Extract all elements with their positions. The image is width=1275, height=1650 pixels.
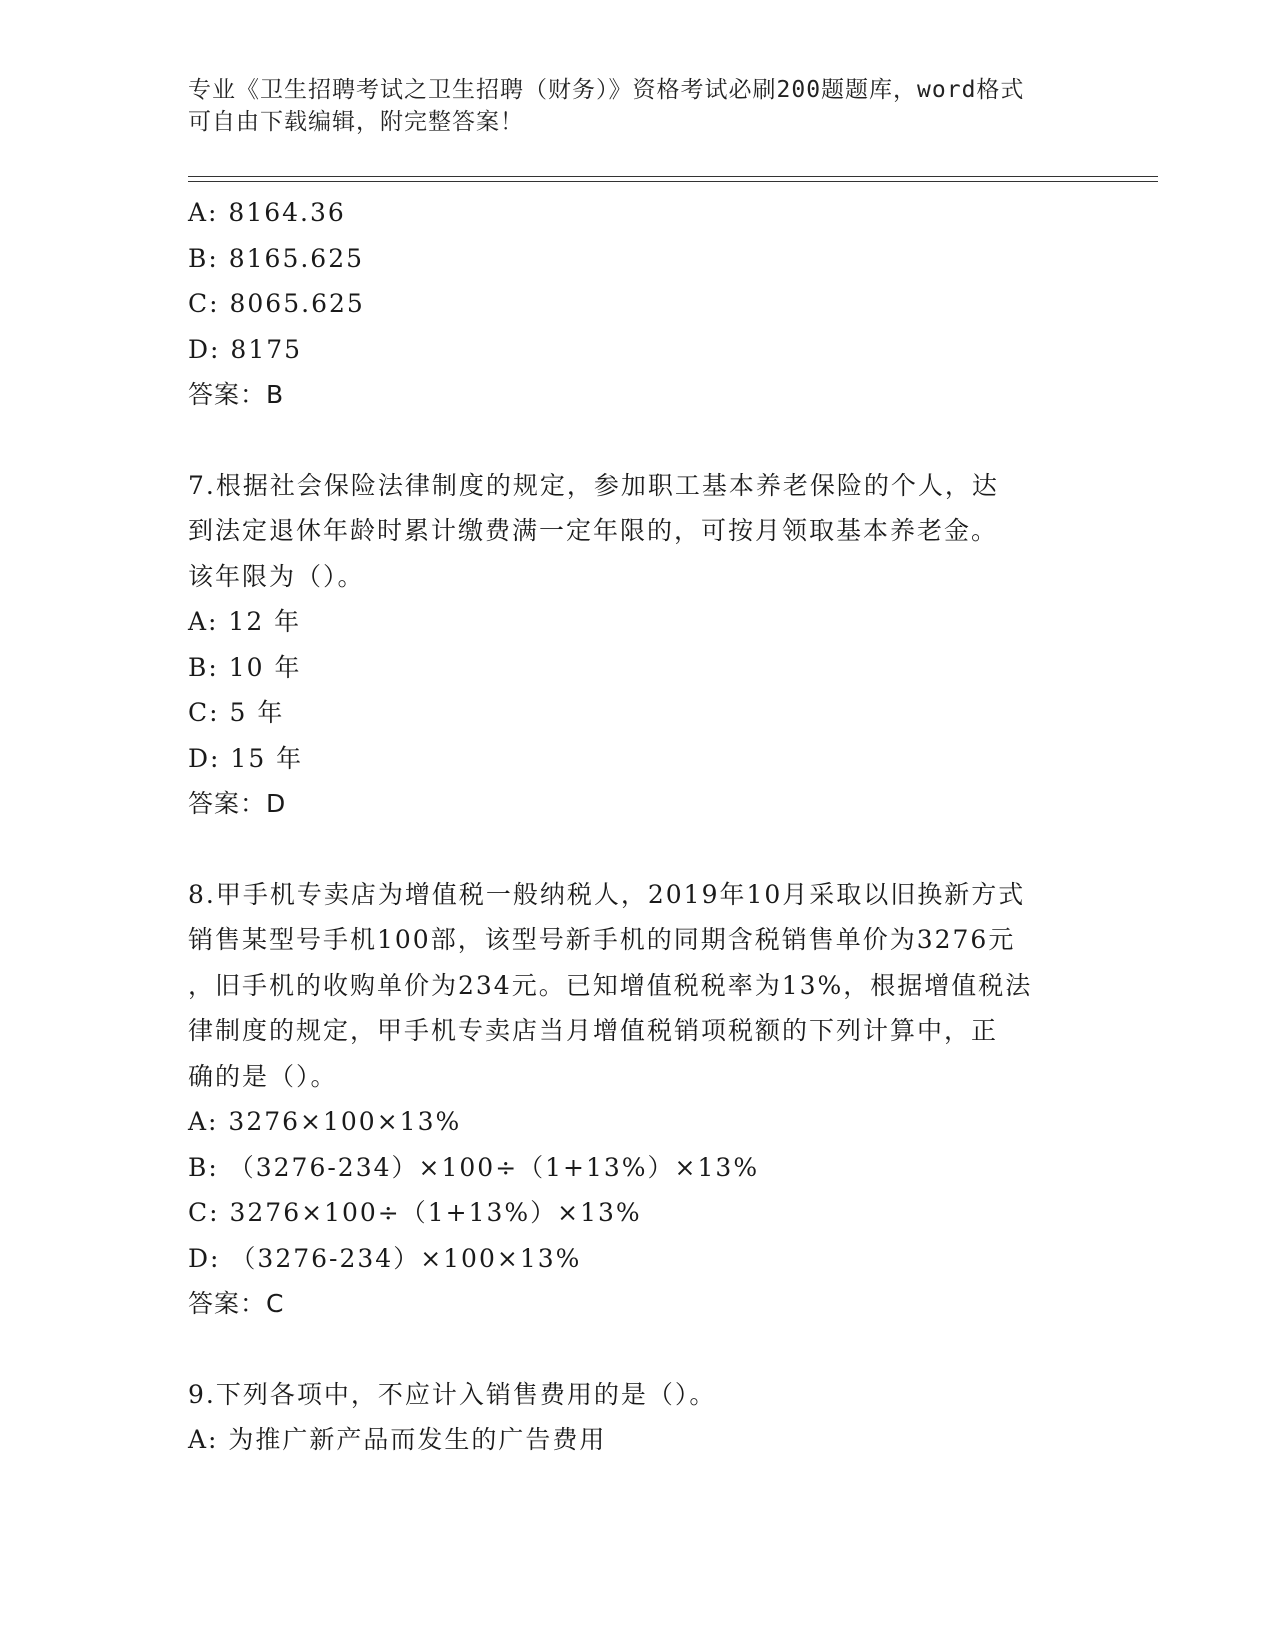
spacer: [188, 418, 1088, 463]
document-header: [188, 74, 1088, 138]
header-title-line-1: 专业《卫生招聘考试之卫生招聘（财务）》资格考试必刷200题题库，word格式: [188, 77, 1025, 103]
option-b: B: 8165.625: [188, 243, 365, 273]
question-stem-line: ，旧手机的收购单价为234元。已知增值税税率为13%，根据增值税法: [188, 970, 1033, 1000]
question-9: [188, 1372, 1088, 1463]
answer: 答案：B: [188, 380, 285, 409]
question-7: [188, 463, 1088, 827]
option-d: D: 15 年: [188, 743, 304, 773]
option-a: A: 为推广新产品而发生的广告费用: [188, 1425, 607, 1454]
spacer: [188, 827, 1088, 872]
option-d: D: 8175: [188, 334, 303, 364]
question-stem-line: 8.甲手机专卖店为增值税一般纳税人，2019年10月采取以旧换新方式: [188, 879, 1026, 909]
option-c: C: 5 年: [188, 698, 285, 727]
question-stem-line: 确的是（）。: [188, 1061, 338, 1091]
option-b: B: （3276-234）×100÷（1+13%）×13%: [188, 1152, 760, 1182]
option-a: A: 8164.36: [188, 198, 346, 227]
option-b: B: 10 年: [188, 652, 302, 682]
question-8: [188, 872, 1088, 1327]
question-stem-line: 该年限为（）。: [188, 561, 365, 591]
question-content: [188, 190, 1088, 1463]
question-stem-line: 7.根据社会保险法律制度的规定，参加职工基本养老保险的个人，达: [188, 470, 999, 500]
answer: 答案：D: [188, 789, 287, 818]
question-stem-line: 9.下列各项中，不应计入销售费用的是（）。: [188, 1379, 717, 1409]
question-6: [188, 190, 1088, 418]
option-d: D: （3276-234）×100×13%: [188, 1243, 582, 1273]
header-title-line-2: 可自由下载编辑，附完整答案！: [188, 109, 524, 135]
answer: 答案：C: [188, 1289, 285, 1318]
spacer: [188, 1327, 1088, 1372]
question-stem-line: 销售某型号手机100部，该型号新手机的同期含税销售单价为3276元: [188, 925, 1016, 954]
option-a: A: 3276×100×13%: [188, 1107, 462, 1136]
option-c: C: 8065.625: [188, 289, 365, 318]
question-stem-line: 到法定退休年龄时累计缴费满一定年限的，可按月领取基本养老金。: [188, 516, 999, 545]
option-a: A: 12 年: [188, 607, 302, 636]
option-c: C: 3276×100÷（1+13%）×13%: [188, 1198, 642, 1227]
header-divider: [188, 176, 1158, 182]
question-stem-line: 律制度的规定，甲手机专卖店当月增值税销项税额的下列计算中，正: [188, 1016, 999, 1045]
